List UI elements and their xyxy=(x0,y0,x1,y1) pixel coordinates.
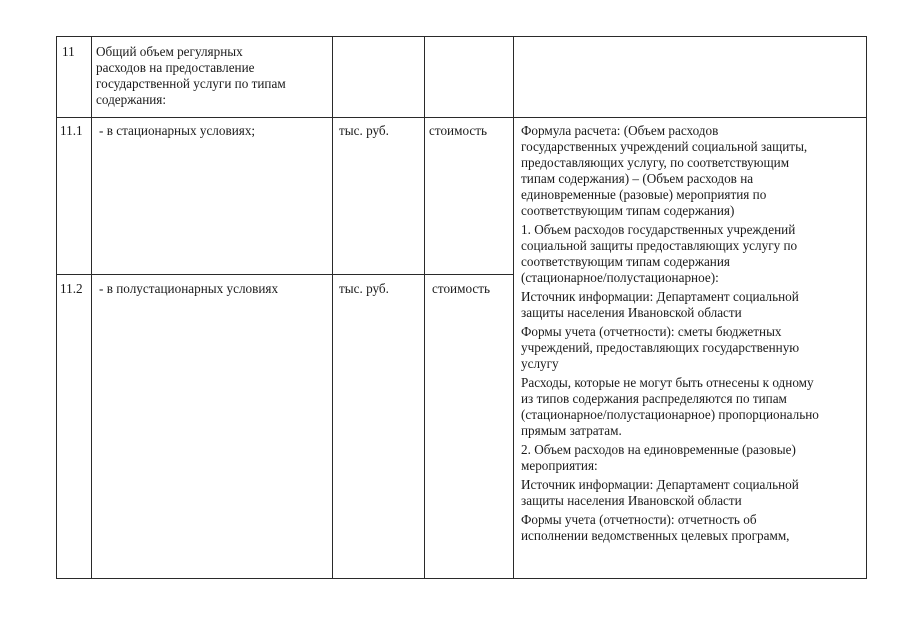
method-paragraph xyxy=(521,123,866,219)
method-paragraph xyxy=(521,222,866,286)
method-line: учреждений, предоставляющих государственную xyxy=(521,340,800,355)
method-paragraph xyxy=(521,512,866,544)
method-line: прямым затратам. xyxy=(521,423,622,438)
method-line: соответствующим типам содержания xyxy=(521,254,730,269)
row-11-number: 11 xyxy=(62,44,75,59)
method-paragraph xyxy=(521,375,866,439)
row-11-name xyxy=(96,44,328,108)
method-line: Источник информации: Департамент социальной xyxy=(521,289,799,304)
row-11-1-measure: стоимость xyxy=(429,123,487,138)
row-11-2-measure: стоимость xyxy=(432,281,490,296)
method-line: услугу xyxy=(521,356,559,371)
method-paragraph xyxy=(521,442,866,474)
row-divider-11-1 xyxy=(56,274,514,275)
method-line: из типов содержания распределяются по типам xyxy=(521,391,787,406)
row-11-2-number: 11.2 xyxy=(60,281,83,296)
row-11-1-name: - в стационарных условиях; xyxy=(99,123,256,138)
method-line: (стационарное/полустационарное) пропорционально xyxy=(521,407,819,422)
method-line: исполнении ведомственных целевых программ, xyxy=(521,528,790,543)
row-11-1-unit: тыс. руб. xyxy=(339,123,389,138)
calculation-method xyxy=(521,123,866,547)
row-11-1-number: 11.1 xyxy=(60,123,83,138)
method-line: государственных учреждений социальной защиты, xyxy=(521,139,808,154)
method-line: соответствующим типам содержания) xyxy=(521,203,735,218)
method-line: защиты населения Ивановской области xyxy=(521,305,742,320)
method-line: 2. Объем расходов на единовременные (разовые) xyxy=(521,442,796,457)
method-line: Формы учета (отчетности): отчетность об xyxy=(521,512,757,527)
row-11-2-name: - в полустационарных условиях xyxy=(99,281,279,296)
method-line: (стационарное/полустационарное): xyxy=(521,270,719,285)
row-11-name-line: расходов на предоставление xyxy=(96,60,255,75)
row-divider-11 xyxy=(56,117,867,118)
method-paragraph xyxy=(521,324,866,372)
method-paragraph xyxy=(521,289,866,321)
method-line: единовременные (разовые) мероприятия по xyxy=(521,187,767,202)
method-line: типам содержания) – (Объем расходов на xyxy=(521,171,754,186)
table-border-bottom xyxy=(56,578,867,579)
method-line: мероприятия: xyxy=(521,458,598,473)
row-11-name-line: Общий объем регулярных xyxy=(96,44,243,59)
method-line: предоставляющих услугу, по соответствующим xyxy=(521,155,790,170)
row-11-name-line: содержания: xyxy=(96,92,167,107)
row-11-name-line: государственной услуги по типам xyxy=(96,76,286,91)
method-line: 1. Объем расходов государственных учреждений xyxy=(521,222,796,237)
method-paragraph xyxy=(521,477,866,509)
row-11-2-unit: тыс. руб. xyxy=(339,281,389,296)
method-line: социальной защиты предоставляющих услугу по xyxy=(521,238,798,253)
method-line: защиты населения Ивановской области xyxy=(521,493,742,508)
method-line: Расходы, которые не могут быть отнесены к одному xyxy=(521,375,814,390)
method-line: Формула расчета: (Объем расходов xyxy=(521,123,719,138)
table-border-top xyxy=(56,36,867,37)
method-line: Источник информации: Департамент социальной xyxy=(521,477,799,492)
method-line: Формы учета (отчетности): сметы бюджетных xyxy=(521,324,782,339)
